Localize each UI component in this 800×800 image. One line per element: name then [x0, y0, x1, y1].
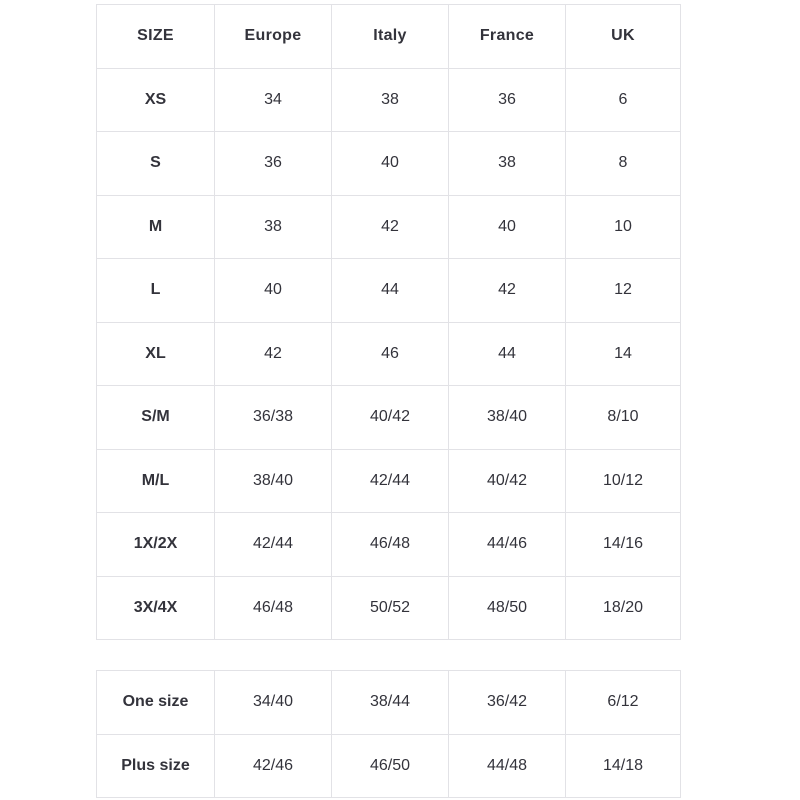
cell-france: 48/50 — [449, 576, 566, 640]
cell-europe: 38/40 — [215, 449, 332, 513]
table-row — [97, 322, 681, 386]
cell-france: 44/46 — [449, 513, 566, 577]
cell-uk: 14 — [566, 322, 681, 386]
cell-europe: 34 — [215, 68, 332, 132]
row-label: XS — [97, 68, 215, 132]
cell-europe: 46/48 — [215, 576, 332, 640]
table-row — [97, 68, 681, 132]
table-row — [97, 576, 681, 640]
cell-uk: 6 — [566, 68, 681, 132]
cell-uk: 18/20 — [566, 576, 681, 640]
cell-italy: 40/42 — [332, 386, 449, 450]
column-header-italy: Italy — [332, 5, 449, 69]
cell-italy: 50/52 — [332, 576, 449, 640]
cell-france: 44 — [449, 322, 566, 386]
table-row — [97, 671, 681, 735]
cell-europe: 42/46 — [215, 734, 332, 798]
cell-france: 38/40 — [449, 386, 566, 450]
table-row — [97, 132, 681, 196]
one-size-table — [96, 670, 681, 798]
row-label: L — [97, 259, 215, 323]
table-row — [97, 449, 681, 513]
row-label: XL — [97, 322, 215, 386]
column-header-france: France — [449, 5, 566, 69]
row-label: One size — [97, 671, 215, 735]
row-label: M — [97, 195, 215, 259]
cell-italy: 42 — [332, 195, 449, 259]
row-label: S/M — [97, 386, 215, 450]
cell-europe: 40 — [215, 259, 332, 323]
cell-france: 42 — [449, 259, 566, 323]
cell-italy: 46/48 — [332, 513, 449, 577]
cell-europe: 38 — [215, 195, 332, 259]
cell-italy: 40 — [332, 132, 449, 196]
cell-europe: 34/40 — [215, 671, 332, 735]
cell-uk: 14/16 — [566, 513, 681, 577]
row-label: Plus size — [97, 734, 215, 798]
size-chart-sheet — [96, 4, 680, 798]
column-header-size: SIZE — [97, 5, 215, 69]
cell-europe: 36/38 — [215, 386, 332, 450]
cell-europe: 42 — [215, 322, 332, 386]
row-label: M/L — [97, 449, 215, 513]
table-row — [97, 513, 681, 577]
cell-italy: 46/50 — [332, 734, 449, 798]
cell-italy: 42/44 — [332, 449, 449, 513]
cell-italy: 46 — [332, 322, 449, 386]
table-row — [97, 195, 681, 259]
row-label: S — [97, 132, 215, 196]
row-label: 3X/4X — [97, 576, 215, 640]
cell-france: 38 — [449, 132, 566, 196]
cell-france: 36 — [449, 68, 566, 132]
cell-france: 44/48 — [449, 734, 566, 798]
cell-uk: 8/10 — [566, 386, 681, 450]
cell-uk: 8 — [566, 132, 681, 196]
cell-europe: 42/44 — [215, 513, 332, 577]
row-label: 1X/2X — [97, 513, 215, 577]
cell-france: 40 — [449, 195, 566, 259]
cell-europe: 36 — [215, 132, 332, 196]
table-spacer — [96, 640, 680, 670]
cell-uk: 6/12 — [566, 671, 681, 735]
cell-italy: 38 — [332, 68, 449, 132]
table-row — [97, 259, 681, 323]
table-row — [97, 386, 681, 450]
cell-uk: 14/18 — [566, 734, 681, 798]
table-header-row — [97, 5, 681, 69]
column-header-uk: UK — [566, 5, 681, 69]
cell-uk: 10 — [566, 195, 681, 259]
cell-uk: 12 — [566, 259, 681, 323]
cell-uk: 10/12 — [566, 449, 681, 513]
table-row — [97, 734, 681, 798]
cell-italy: 44 — [332, 259, 449, 323]
size-conversion-table — [96, 4, 681, 640]
cell-italy: 38/44 — [332, 671, 449, 735]
cell-france: 40/42 — [449, 449, 566, 513]
column-header-europe: Europe — [215, 5, 332, 69]
cell-france: 36/42 — [449, 671, 566, 735]
